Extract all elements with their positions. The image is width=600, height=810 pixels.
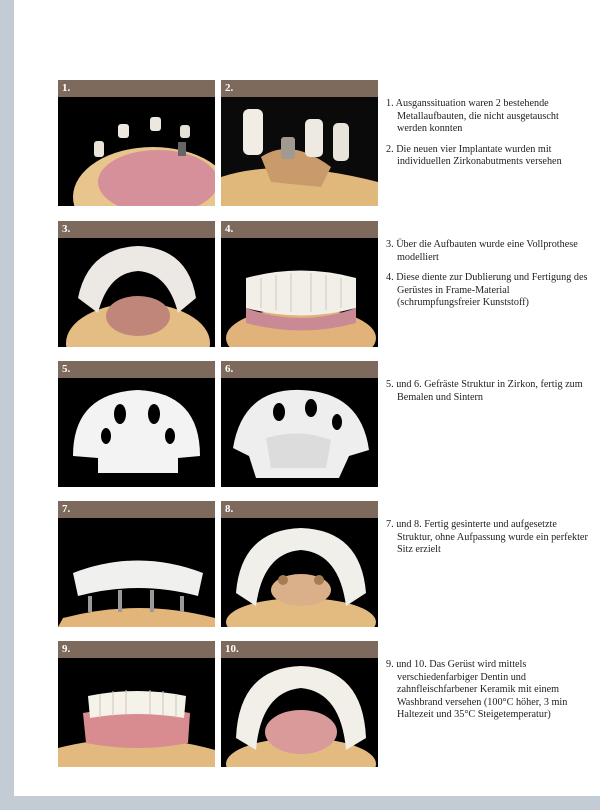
caption-text: 1. Ausganssituation waren 2 bestehende Metallaufbauten, die nicht ausgetauscht werden konnten bbox=[386, 98, 559, 135]
caption-block-3 bbox=[386, 379, 591, 412]
photo-tile-9 bbox=[58, 641, 215, 767]
photo-tile-5 bbox=[58, 361, 215, 487]
photo-8-sintered-structure-occlusal bbox=[221, 518, 378, 627]
photo-row-5 bbox=[58, 641, 588, 767]
photo-1-initial-situation bbox=[58, 97, 215, 206]
photo-tile-1 bbox=[58, 80, 215, 206]
photo-row-3 bbox=[58, 361, 588, 487]
photo-label-3: 3. bbox=[58, 221, 215, 238]
logo-registered-mark: ® bbox=[201, 22, 207, 31]
photo-label-6: 6. bbox=[221, 361, 378, 378]
photo-3-full-denture-wax bbox=[58, 238, 215, 347]
photo-2-zirconia-abutments bbox=[221, 97, 378, 206]
caption-block-1 bbox=[386, 98, 591, 177]
photo-tile-10 bbox=[221, 641, 378, 767]
photo-label-8: 8. bbox=[221, 501, 378, 518]
photo-tile-3 bbox=[58, 221, 215, 347]
photo-tile-6 bbox=[221, 361, 378, 487]
photo-tile-7 bbox=[58, 501, 215, 627]
photo-tile-2 bbox=[221, 80, 378, 206]
photo-tile-4 bbox=[221, 221, 378, 347]
logo-text-part1: Zirkon bbox=[24, 7, 116, 45]
logo-text-part2: zahn bbox=[118, 8, 200, 44]
photo-label-5: 5. bbox=[58, 361, 215, 378]
caption-text: 2. Die neuen vier Implantate wurden mit individuellen Zirkonabutments versehen bbox=[386, 143, 562, 168]
photo-7-sintered-structure-front bbox=[58, 518, 215, 627]
photo-label-2: 2. bbox=[221, 80, 378, 97]
photo-tile-8 bbox=[221, 501, 378, 627]
caption-block-2 bbox=[386, 239, 591, 318]
photo-4-denture-front bbox=[221, 238, 378, 347]
caption-block-4 bbox=[386, 519, 591, 565]
zirkonzahn-logo bbox=[22, 6, 207, 46]
photo-label-10: 10. bbox=[221, 641, 378, 658]
caption-text: 3. Über die Aufbauten wurde eine Vollprothese modelliert bbox=[386, 239, 578, 263]
photo-label-1: 1. bbox=[58, 80, 215, 97]
photo-10-ceramic-wash-occlusal bbox=[221, 658, 378, 767]
caption-text: 9. und 10. Das Gerüst wird mittels verschiedenfarbiger Dentin und zahnfleischfarbener Keramik mit einem Washbrand versehen (100°C höher, 3 min Haltezeit und 35°C Steigetemperatur) bbox=[386, 659, 568, 721]
photo-9-ceramic-wash-front bbox=[58, 658, 215, 767]
photo-row-1 bbox=[58, 80, 588, 206]
photo-row-2 bbox=[58, 221, 588, 347]
caption-block-5 bbox=[386, 659, 591, 730]
document-page bbox=[14, 0, 600, 796]
caption-text: 4. Diese diente zur Dublierung und Fertigung des Gerüstes in Frame-Material (schrumpfungsfreier Kunststoff) bbox=[386, 272, 588, 309]
photo-6-milled-zirconia-side bbox=[221, 378, 378, 487]
photo-row-4 bbox=[58, 501, 588, 627]
bottom-strip bbox=[0, 796, 600, 810]
photo-label-9: 9. bbox=[58, 641, 215, 658]
photo-5-milled-zirconia-structure bbox=[58, 378, 215, 487]
photo-label-7: 7. bbox=[58, 501, 215, 518]
photo-label-4: 4. bbox=[221, 221, 378, 238]
caption-text: 7. und 8. Fertig gesinterte und aufgesetzte Struktur, ohne Aufpassung wurde ein perfekter Sitz erzielt bbox=[386, 519, 588, 556]
caption-text: 5. und 6. Gefräste Struktur in Zirkon, fertig zum Bemalen und Sintern bbox=[386, 379, 583, 403]
